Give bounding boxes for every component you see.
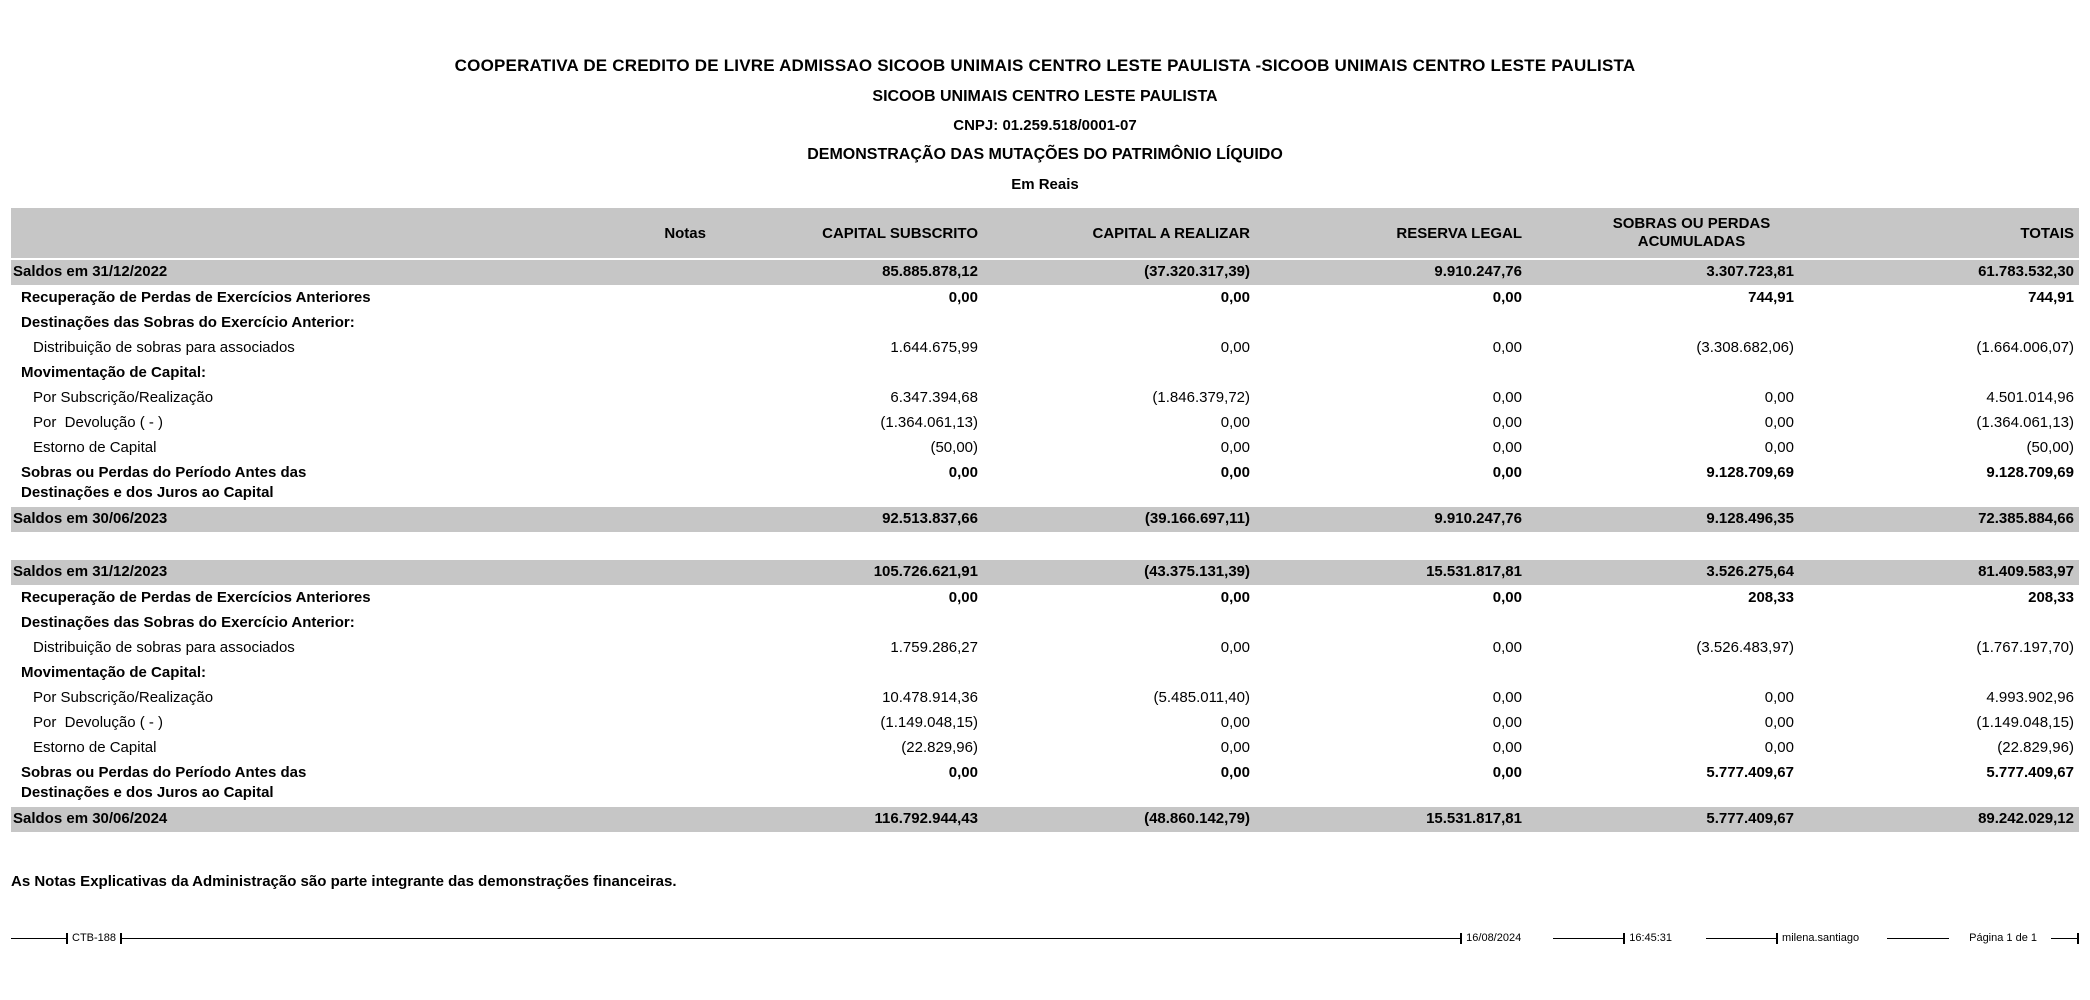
row-value-cell: 5.777.409,67 (1527, 807, 1799, 833)
row-label: Sobras ou Perdas do Período Antes das Destinações e dos Juros ao Capital (21, 464, 311, 501)
row-value-cell: (1.846.379,72) (1152, 389, 1250, 406)
row-value-cell: 0,00 (1220, 339, 1250, 356)
table-row (11, 311, 2079, 336)
table-row (11, 286, 2079, 312)
row-value-cell: 85.885.878,12 (711, 259, 983, 286)
row-value-cell: 0,00 (1220, 414, 1250, 431)
table-row (11, 761, 2079, 807)
row-value-cell: 0,00 (1220, 714, 1250, 731)
page-number: Página 1 de 1 (1969, 932, 2037, 944)
print-time: 16:45:31 (1629, 932, 1673, 944)
row-notas-cell (441, 761, 711, 807)
row-value-cell: 9.128.709,69 (1706, 464, 1794, 481)
table-row (11, 411, 2079, 436)
row-value-cell: 0,00 (1492, 339, 1522, 356)
table-row (11, 259, 2079, 286)
table-row (11, 507, 2079, 533)
row-value-cell: 744,91 (2028, 289, 2074, 306)
row-value-cell: (1.149.048,15) (1976, 714, 2074, 731)
row-value-cell: 0,00 (1492, 639, 1522, 656)
currency-note: Em Reais (1011, 176, 1079, 193)
table-row (11, 661, 2079, 686)
row-value-cell: 0,00 (1764, 739, 1794, 756)
table-row (11, 686, 2079, 711)
row-value-cell: 0,00 (1492, 389, 1522, 406)
row-value-cell: (1.364.061,13) (1976, 414, 2074, 431)
row-label: Recuperação de Perdas de Exercícios Anteriores (21, 589, 371, 606)
row-label: Por Subscrição/Realização (33, 689, 214, 706)
table-row (11, 533, 2079, 560)
col-capital-subscrito: CAPITAL SUBSCRITO (711, 208, 983, 259)
row-label: Distribuição de sobras para associados (33, 339, 295, 356)
row-value-cell: 0,00 (1764, 439, 1794, 456)
row-value-cell: 0,00 (1764, 389, 1794, 406)
row-value-cell (1255, 611, 1527, 636)
row-label: Saldos em 31/12/2023 (11, 560, 441, 586)
row-label: Saldos em 30/06/2023 (11, 507, 441, 533)
row-value-cell: 92.513.837,66 (711, 507, 983, 533)
row-value-cell: 0,00 (1492, 414, 1522, 431)
row-value-cell: 10.478.914,36 (882, 689, 978, 706)
report-title: DEMONSTRAÇÃO DAS MUTAÇÕES DO PATRIMÔNIO LÍQUIDO (807, 146, 1283, 163)
row-value-cell (1527, 361, 1799, 386)
row-value-cell: 0,00 (948, 464, 978, 481)
row-notas-cell (441, 411, 711, 436)
row-value-cell: (1.767.197,70) (1976, 639, 2074, 656)
row-notas-cell (441, 361, 711, 386)
row-value-cell: 0,00 (1492, 589, 1522, 606)
row-value-cell: 6.347.394,68 (890, 389, 978, 406)
row-label: Movimentação de Capital: (21, 664, 207, 681)
row-value-cell: 81.409.583,97 (1799, 560, 2079, 586)
row-value-cell: (37.320.317,39) (983, 259, 1255, 286)
doc-code: CTB-188 (72, 932, 117, 944)
row-value-cell: 0,00 (1220, 764, 1250, 781)
row-value-cell: 1.759.286,27 (890, 639, 978, 656)
row-value-cell: 105.726.621,91 (711, 560, 983, 586)
row-value-cell: 5.777.409,67 (1986, 764, 2074, 781)
row-value-cell: 15.531.817,81 (1255, 807, 1527, 833)
row-notas-cell (441, 611, 711, 636)
row-value-cell: 0,00 (948, 589, 978, 606)
table-row (11, 361, 2079, 386)
cnpj-line: CNPJ: 01.259.518/0001-07 (953, 117, 1137, 134)
company-full-name: COOPERATIVA DE CREDITO DE LIVRE ADMISSAO SICOOB UNIMAIS CENTRO LESTE PAULISTA -SICOOB UNIMAIS CENTRO LESTE PAULISTA (454, 56, 1636, 75)
row-value-cell: 0,00 (1220, 639, 1250, 656)
row-value-cell: 0,00 (1492, 689, 1522, 706)
row-value-cell: 0,00 (1492, 714, 1522, 731)
row-notas-cell (441, 586, 711, 612)
report-header (0, 0, 2090, 193)
row-value-cell: 0,00 (1492, 764, 1522, 781)
row-value-cell: 744,91 (1748, 289, 1794, 306)
col-capital-a-realizar: CAPITAL A REALIZAR (983, 208, 1255, 259)
row-value-cell (1527, 661, 1799, 686)
row-value-cell: 0,00 (1492, 439, 1522, 456)
row-value-cell: (22.829,96) (901, 739, 978, 756)
row-notas-cell (441, 259, 711, 286)
row-value-cell: 9.128.709,69 (1986, 464, 2074, 481)
footer-line (2051, 938, 2077, 939)
table-row (11, 560, 2079, 586)
row-notas-cell (441, 807, 711, 833)
row-value-cell: 0,00 (1764, 414, 1794, 431)
row-value-cell: 72.385.884,66 (1799, 507, 2079, 533)
row-value-cell: 9.128.496,35 (1527, 507, 1799, 533)
row-notas-cell (441, 661, 711, 686)
table-row (11, 807, 2079, 833)
row-value-cell: (5.485.011,40) (1153, 689, 1250, 706)
footer-line (1706, 938, 1776, 939)
row-value-cell: 89.242.029,12 (1799, 807, 2079, 833)
row-label: Movimentação de Capital: (21, 364, 207, 381)
row-label: Destinações das Sobras do Exercício Anterior: (21, 614, 355, 631)
table-row (11, 636, 2079, 661)
row-notas-cell (441, 286, 711, 312)
print-date: 16/08/2024 (1466, 932, 1522, 944)
row-value-cell (1799, 361, 2079, 386)
row-value-cell (983, 661, 1255, 686)
row-value-cell: 61.783.532,30 (1799, 259, 2079, 286)
row-value-cell: 208,33 (2028, 589, 2074, 606)
row-notas-cell (441, 507, 711, 533)
row-value-cell (711, 611, 983, 636)
table-row (11, 461, 2079, 507)
spacer-cell (11, 533, 2079, 560)
row-notas-cell (441, 336, 711, 361)
row-label: Saldos em 30/06/2024 (11, 807, 441, 833)
row-notas-cell (441, 386, 711, 411)
footer-line (1887, 938, 1949, 939)
row-label: Recuperação de Perdas de Exercícios Anteriores (21, 289, 371, 306)
row-value-cell (1799, 661, 2079, 686)
row-value-cell: 3.307.723,81 (1527, 259, 1799, 286)
row-notas-cell (441, 736, 711, 761)
row-notas-cell (441, 560, 711, 586)
row-value-cell: 0,00 (1764, 714, 1794, 731)
row-value-cell: 0,00 (948, 289, 978, 306)
row-notas-cell (441, 436, 711, 461)
row-label: Estorno de Capital (33, 439, 157, 456)
equity-mutations-table (11, 208, 2079, 833)
equity-table-body (11, 259, 2079, 833)
row-value-cell: 116.792.944,43 (711, 807, 983, 833)
row-value-cell: 208,33 (1748, 589, 1794, 606)
row-value-cell: (1.149.048,15) (880, 714, 978, 731)
row-value-cell: (3.308.682,06) (1696, 339, 1794, 356)
row-notas-cell (441, 636, 711, 661)
company-short-name: SICOOB UNIMAIS CENTRO LESTE PAULISTA (872, 88, 1218, 105)
col-notas: Notas (441, 208, 711, 259)
explanatory-note: As Notas Explicativas da Administração são parte integrante das demonstrações financeiras. (11, 873, 677, 890)
col-reserva-legal: RESERVA LEGAL (1255, 208, 1527, 259)
table-row (11, 586, 2079, 612)
row-value-cell: (43.375.131,39) (983, 560, 1255, 586)
row-value-cell: 4.501.014,96 (1986, 389, 2074, 406)
footer-line (11, 938, 66, 939)
row-notas-cell (441, 311, 711, 336)
row-value-cell (983, 361, 1255, 386)
row-value-cell: (48.860.142,79) (983, 807, 1255, 833)
row-notas-cell (441, 711, 711, 736)
row-label: Estorno de Capital (33, 739, 157, 756)
row-value-cell: 9.910.247,76 (1255, 507, 1527, 533)
row-value-cell (1527, 311, 1799, 336)
row-value-cell: 0,00 (948, 764, 978, 781)
row-value-cell: 0,00 (1220, 289, 1250, 306)
row-label: Destinações das Sobras do Exercício Anterior: (21, 314, 355, 331)
print-user: milena.santiago (1782, 932, 1860, 944)
row-value-cell: (3.526.483,97) (1696, 639, 1794, 656)
row-value-cell: 0,00 (1492, 739, 1522, 756)
col-label-spacer (11, 208, 441, 259)
row-value-cell (983, 311, 1255, 336)
row-value-cell: (22.829,96) (1997, 739, 2074, 756)
row-value-cell: 0,00 (1492, 289, 1522, 306)
row-value-cell: 0,00 (1764, 689, 1794, 706)
row-value-cell: 0,00 (1220, 464, 1250, 481)
col-sobras-label: SOBRAS OU PERDAS ACUMULADAS (1612, 215, 1771, 250)
row-notas-cell (441, 686, 711, 711)
page-footer (11, 931, 2079, 945)
row-value-cell: (1.364.061,13) (880, 414, 978, 431)
row-label: Distribuição de sobras para associados (33, 639, 295, 656)
table-row (11, 436, 2079, 461)
row-label: Sobras ou Perdas do Período Antes das Destinações e dos Juros ao Capital (21, 764, 311, 801)
row-value-cell: (39.166.697,11) (983, 507, 1255, 533)
row-value-cell (1527, 611, 1799, 636)
row-label: Por Devolução ( - ) (33, 714, 164, 731)
row-value-cell: (50,00) (930, 439, 978, 456)
col-sobras-ou-perdas (1527, 208, 1799, 259)
footer-line (1553, 938, 1623, 939)
row-value-cell (1255, 661, 1527, 686)
footer-tick (2077, 933, 2079, 944)
row-value-cell: 0,00 (1220, 439, 1250, 456)
row-value-cell (711, 361, 983, 386)
table-row (11, 611, 2079, 636)
row-value-cell (1799, 311, 2079, 336)
row-value-cell: 4.993.902,96 (1986, 689, 2074, 706)
row-value-cell: 0,00 (1220, 739, 1250, 756)
row-value-cell (1799, 611, 2079, 636)
row-label: Por Subscrição/Realização (33, 389, 214, 406)
row-value-cell: 3.526.275,64 (1527, 560, 1799, 586)
table-row (11, 336, 2079, 361)
table-row (11, 711, 2079, 736)
footer-line (122, 938, 1460, 939)
row-label: Saldos em 31/12/2022 (11, 259, 441, 286)
row-value-cell: (50,00) (2026, 439, 2074, 456)
row-value-cell: 1.644.675,99 (890, 339, 978, 356)
table-row (11, 736, 2079, 761)
row-value-cell: 9.910.247,76 (1255, 259, 1527, 286)
col-totais: TOTAIS (1799, 208, 2079, 259)
row-label: Por Devolução ( - ) (33, 414, 164, 431)
row-value-cell: 5.777.409,67 (1706, 764, 1794, 781)
row-value-cell: 0,00 (1220, 589, 1250, 606)
row-notas-cell (441, 461, 711, 507)
row-value-cell: 15.531.817,81 (1255, 560, 1527, 586)
table-row (11, 386, 2079, 411)
row-value-cell (711, 661, 983, 686)
row-value-cell: (1.664.006,07) (1976, 339, 2074, 356)
row-value-cell (1255, 361, 1527, 386)
row-value-cell (983, 611, 1255, 636)
row-value-cell (711, 311, 983, 336)
table-header-row (11, 208, 2079, 259)
row-value-cell: 0,00 (1492, 464, 1522, 481)
row-value-cell (1255, 311, 1527, 336)
